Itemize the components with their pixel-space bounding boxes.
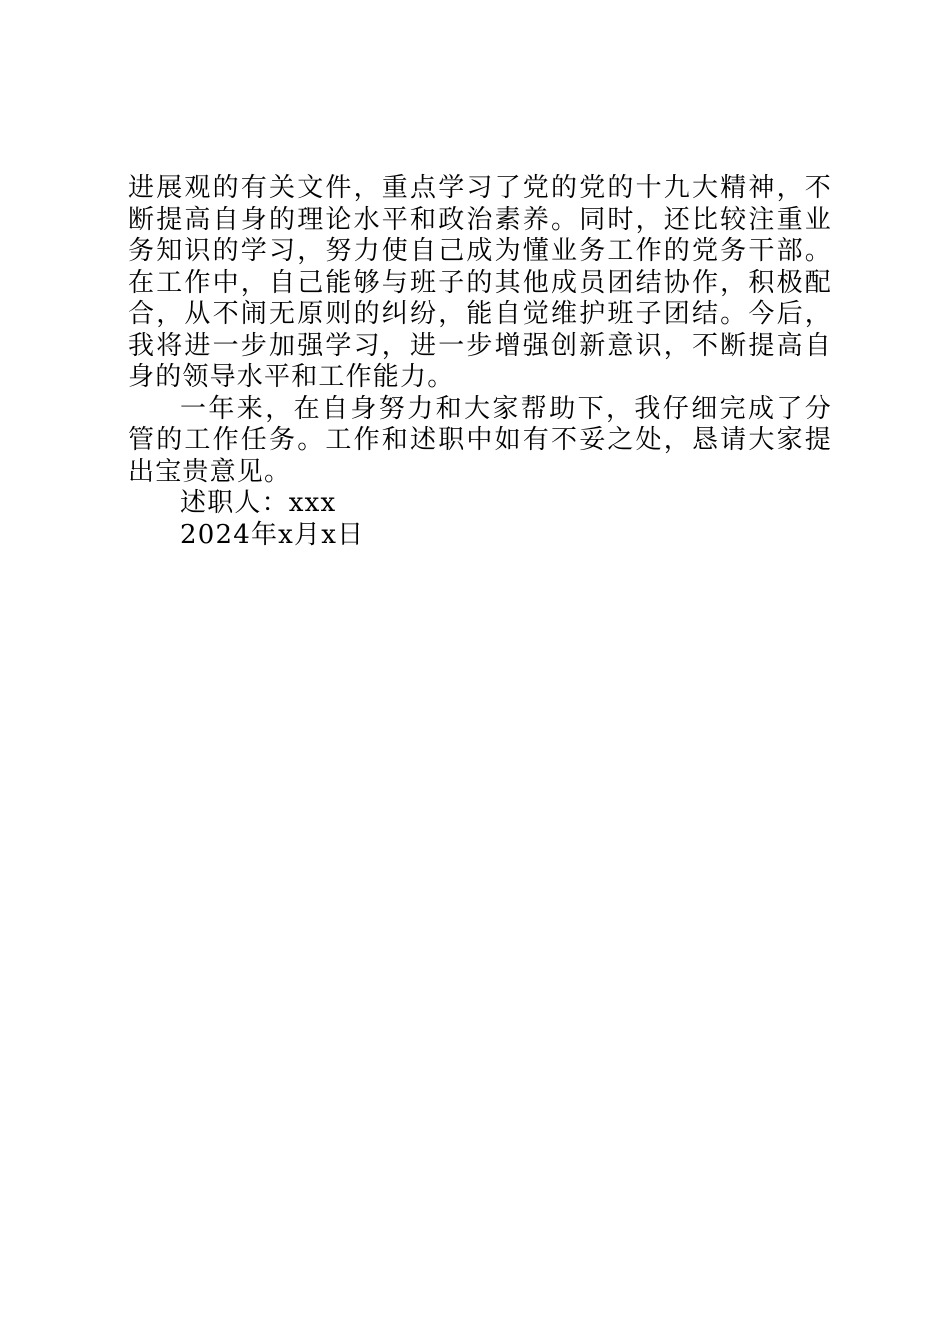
date-line: 2024年x月x日 [180, 519, 365, 550]
body-paragraph-1: 进展观的有关文件，重点学习了党的党的十九大精神，不断提高自身的理论水平和政治素养。同时，还比较注重业务知识的学习，努力使自己成为懂业务工作的党务干部。在工作中，自己能够与班子的其他成员团结协作，积极配合，从不闹无原则的纠纷，能自觉维护班子团结。今后，我将进一步加强学习，进一步增强创新意识，不断提高自身的领导水平和工作能力。 [128, 173, 832, 392]
body-paragraph-2: 一年来，在自身努力和大家帮助下，我仔细完成了分管的工作任务。工作和述职中如有不妥之处，恳请大家提出宝贵意见。 [128, 393, 832, 487]
signature-line: 述职人：xxx [180, 488, 337, 518]
document-body [128, 173, 832, 551]
